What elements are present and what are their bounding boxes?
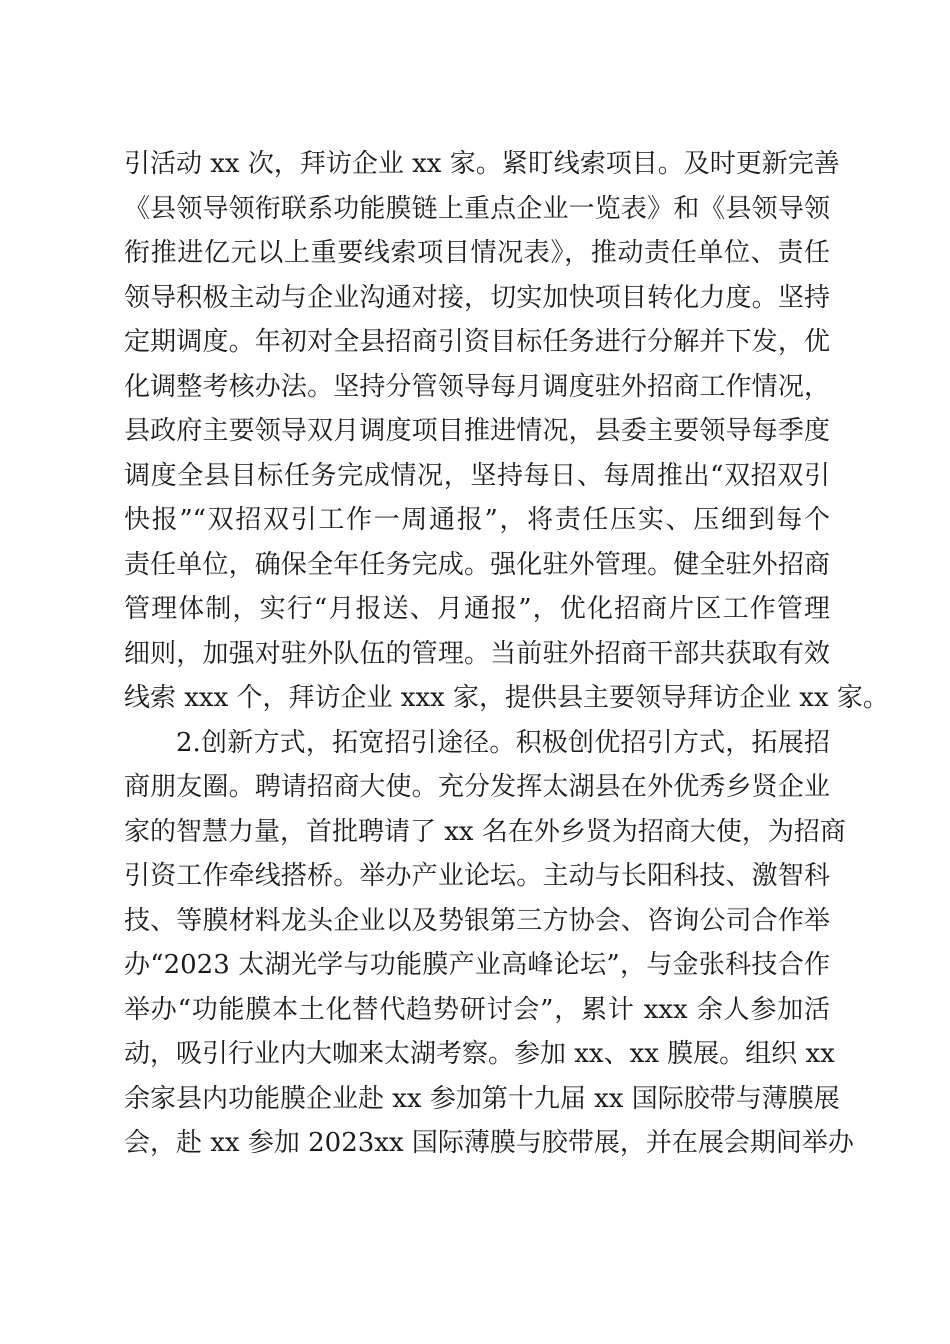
- text-line: 办“2023 太湖光学与功能膜产业高峰论坛”，与金张科技合作: [124, 950, 830, 980]
- text-line: 细则，加强对驻外队伍的管理。当前驻外招商干部共获取有效: [124, 638, 830, 669]
- text-line: 领导积极主动与企业沟通对接，切实加快项目转化力度。坚持: [124, 282, 830, 313]
- text-line: 调度全县目标任务完成情况，坚持每日、每周推出“双招双引: [124, 460, 830, 491]
- text-line: 动，吸引行业内大咖来太湖考察。参加 xx、xx 膜展。组织 xx: [124, 1039, 835, 1069]
- paragraph-start-line: 2.创新方式，拓宽招引途径。积极创优招引方式，拓展招: [176, 727, 830, 758]
- text-line: 余家县内功能膜企业赴 xx 参加第十九届 xx 国际胶带与薄膜展: [124, 1083, 840, 1114]
- text-line: 管理体制，实行“月报送、月通报”，优化招商片区工作管理: [124, 594, 830, 624]
- text-line: 商朋友圈。聘请招商大使。充分发挥太湖县在外优秀乡贤企业: [124, 772, 830, 802]
- text-line: 县政府主要领导双月调度项目推进情况，县委主要领导每季度: [124, 416, 830, 446]
- text-line: 定期调度。年初对全县招商引资目标任务进行分解并下发，优: [124, 327, 830, 357]
- text-line: 《县领导领衔联系功能膜链上重点企业一览表》和《县领导领: [124, 193, 830, 224]
- text-line: 会，赴 xx 参加 2023xx 国际薄膜与胶带展，并在展会期间举办: [124, 1128, 854, 1158]
- paragraph-end-line: 线索 xxx 个，拜访企业 xxx 家，提供县主要领导拜访企业 xx 家。: [124, 683, 889, 713]
- text-line: 引资工作牵线搭桥。举办产业论坛。主动与长阳科技、激智科: [124, 861, 830, 891]
- text-line: 引活动 xx 次，拜访企业 xx 家。紧盯线索项目。及时更新完善: [124, 149, 840, 179]
- text-line: 技、等膜材料龙头企业以及势银第三方协会、咨询公司合作举: [124, 905, 830, 936]
- text-line: 家的智慧力量，首批聘请了 xx 名在外乡贤为招商大使，为招商: [124, 816, 846, 847]
- text-line: 快报”“双招双引工作一周通报”，将责任压实、压细到每个: [124, 505, 830, 535]
- text-line: 举办“功能膜本土化替代趋势研讨会”，累计 xxx 余人参加活: [124, 994, 830, 1025]
- body-text: [124, 142, 889, 1166]
- text-line: 化调整考核办法。坚持分管领导每月调度驻外招商工作情况，: [124, 371, 830, 402]
- text-line: 衔推进亿元以上重要线索项目情况表》，推动责任单位、责任: [124, 238, 830, 268]
- text-line: 责任单位，确保全年任务完成。强化驻外管理。健全驻外招商: [124, 549, 830, 580]
